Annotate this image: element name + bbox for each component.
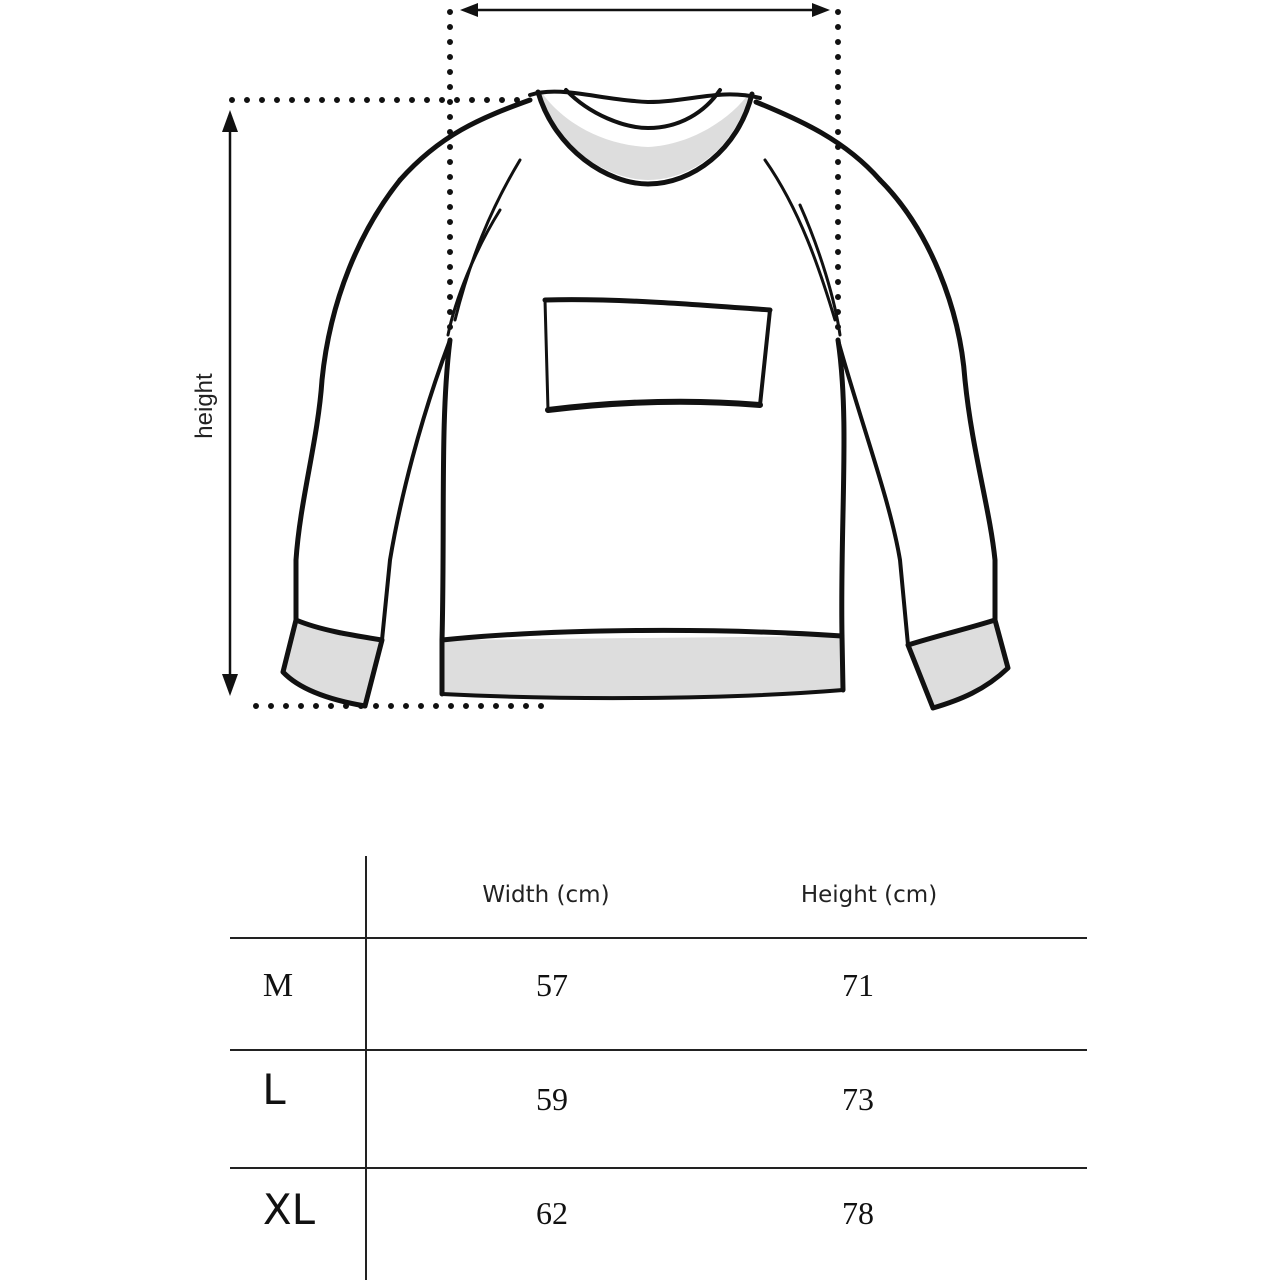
arrow-left-icon [460, 3, 478, 17]
height-value-l: 73 [842, 1081, 874, 1117]
height-value-m: 71 [842, 967, 874, 1003]
size-label-l: L [262, 1065, 286, 1114]
arrow-up-icon [222, 110, 238, 132]
width-value-m: 57 [536, 967, 568, 1003]
hem-rib [442, 636, 843, 697]
height-value-xl: 78 [842, 1195, 874, 1231]
arrow-right-icon [812, 3, 830, 17]
size-label-m: M [262, 967, 294, 1004]
column-header-height: Height (cm) [800, 882, 938, 908]
height-label: height [191, 373, 218, 439]
size-label-xl: XL [262, 1185, 316, 1234]
width-value-l: 59 [536, 1081, 568, 1117]
column-header-width: Width (cm) [482, 882, 610, 908]
width-value-xl: 62 [536, 1195, 568, 1231]
sweatshirt-sketch [283, 90, 1008, 708]
arrow-down-icon [222, 674, 238, 696]
size-table [230, 856, 1087, 1280]
